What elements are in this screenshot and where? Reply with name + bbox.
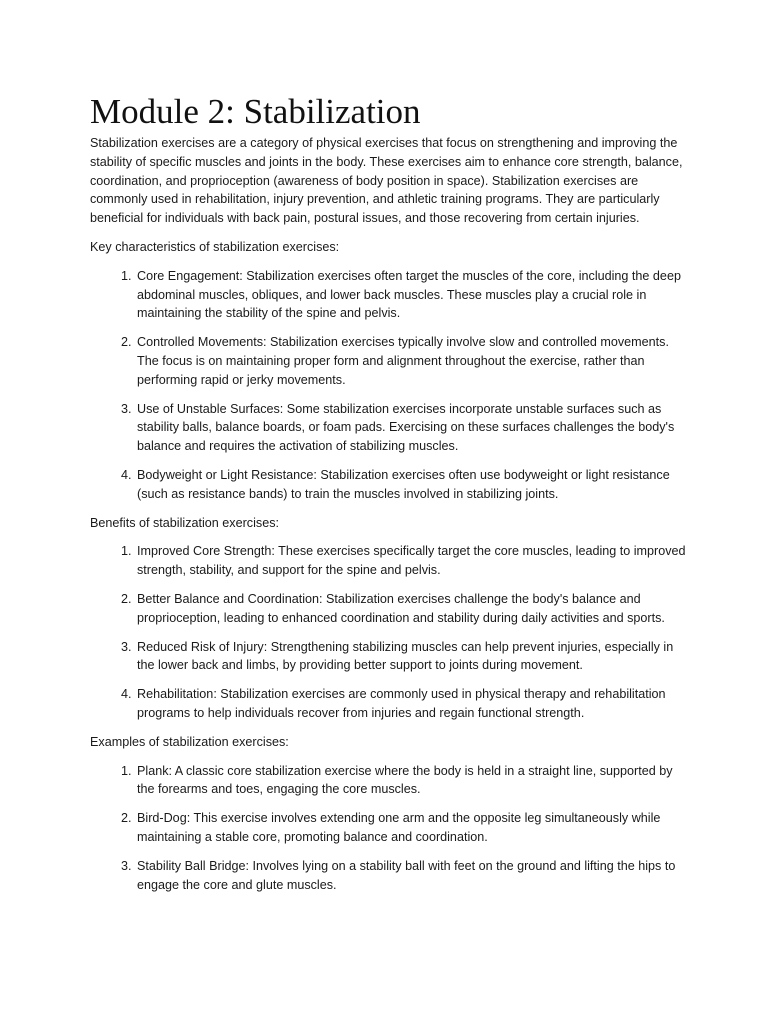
intro-paragraph: Stabilization exercises are a category of physical exercises that focus on strengthening and improving the stability of specific muscles and joints in the body. These exercises aim to enhance core strength, balance, coordination, and proprioception (awareness of body position in space). Stabilization exercises are commonly used in rehabilitation, injury prevention, and athletic training programs. They are particularly beneficial for individuals with back pain, postural issues, and those recovering from certain injuries. [90,136,683,226]
list-item: 4. Rehabilitation: Stabilization exercises are commonly used in physical therapy and rehabilitation programs to help individuals recover from injuries and regain functional strength. [135,685,690,723]
list-item: 4. Bodyweight or Light Resistance: Stabilization exercises often use bodyweight or light resistance (such as resistance bands) to train the muscles involved in stabilizing joints. [135,466,690,504]
benefits-list [90,542,690,722]
examples-list [90,762,690,895]
characteristics-heading: Key characteristics of stabilization exercises: [90,239,340,254]
characteristics-list [90,267,690,504]
list-item: 2. Controlled Movements: Stabilization exercises typically involve slow and controlled movements. The focus is on maintaining proper form and alignment throughout the exercise, rather than performing rapid or jerky movements. [135,333,690,389]
list-item: 3. Stability Ball Bridge: Involves lying on a stability ball with feet on the ground and lifting the hips to engage the core and glute muscles. [135,857,690,895]
benefits-heading: Benefits of stabilization exercises: [90,515,279,530]
document-body [90,134,690,904]
examples-heading: Examples of stabilization exercises: [90,734,289,749]
list-item: 2. Bird-Dog: This exercise involves extending one arm and the opposite leg simultaneously while maintaining a stable core, promoting balance and coordination. [135,809,690,847]
list-item: 1. Improved Core Strength: These exercises specifically target the core muscles, leading to improved strength, stability, and support for the spine and pelvis. [135,542,690,580]
list-item: 1. Plank: A classic core stabilization exercise where the body is held in a straight line, supported by the forearms and toes, engaging the core muscles. [135,762,690,800]
list-item: 2. Better Balance and Coordination: Stabilization exercises challenge the body's balance and proprioception, leading to enhanced coordination and stability during daily activities and sports. [135,590,690,628]
list-item: 1. Core Engagement: Stabilization exercises often target the muscles of the core, including the deep abdominal muscles, obliques, and lower back muscles. These muscles play a crucial role in maintaining the stability of the spine and pelvis. [135,267,690,323]
list-item: 3. Reduced Risk of Injury: Strengthening stabilizing muscles can help prevent injuries, especially in the lower back and limbs, by providing better support to joints during movement. [135,638,690,676]
page-title: Module 2: Stabilization [90,92,421,131]
list-item: 3. Use of Unstable Surfaces: Some stabilization exercises incorporate unstable surfaces such as stability balls, balance boards, or foam pads. Exercising on these surfaces challenges the body's balance and requires the activation of stabilizing muscles. [135,400,690,456]
